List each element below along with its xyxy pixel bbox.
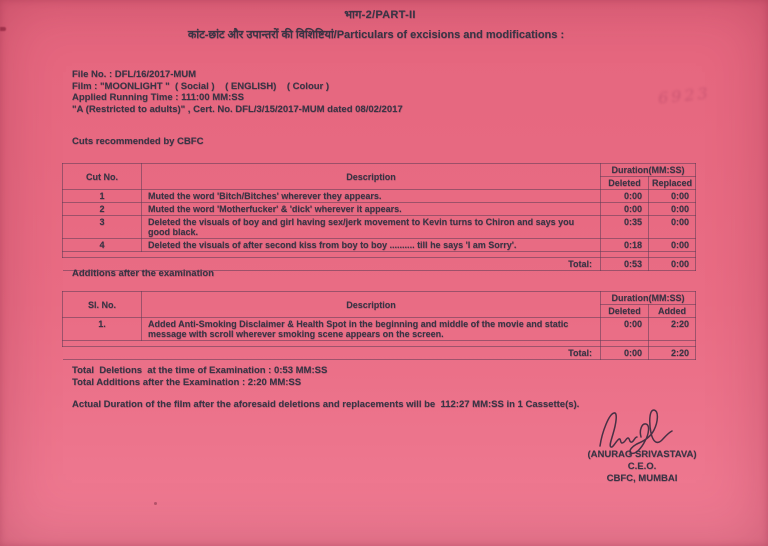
cut-no: 1	[63, 190, 142, 203]
cut-deleted-duration: 0:35	[601, 216, 649, 239]
cut-replaced-duration: 0:00	[649, 239, 696, 252]
cuts-total-replaced: 0:00	[649, 258, 696, 271]
cuts-col-duration: Duration(MM:SS)	[601, 164, 696, 177]
additions-total-label: Total:	[63, 347, 601, 360]
cuts-col-description: Description	[142, 164, 601, 190]
total-additions-line: Total Additions after the Examination : 2:20 MM:SS	[72, 377, 302, 388]
additions-total-added: 2:20	[649, 347, 696, 360]
cut-deleted-duration: 0:00	[601, 203, 649, 216]
film-details-block	[72, 69, 403, 115]
table-row	[63, 239, 696, 252]
file-number-line: File No. : DFL/16/2017-MUM	[72, 69, 197, 80]
cut-no: 3	[63, 216, 142, 239]
total-deletions-line: Total Deletions at the time of Examination : 0:53 MM:SS	[72, 365, 328, 376]
additions-table	[62, 291, 696, 360]
cut-no: 4	[63, 239, 142, 252]
cut-description: Deleted the visuals of after second kiss from boy to boy .......... till he says 'I am Sorry'.	[142, 239, 601, 252]
cuts-col-replaced: Replaced	[649, 177, 696, 190]
table-row	[63, 216, 696, 239]
cuts-total-deleted: 0:53	[601, 258, 649, 271]
additions-col-sl-no: Sl. No.	[63, 292, 142, 318]
running-time-line: Applied Running Time : 111:00 MM:SS	[72, 92, 244, 104]
cut-no: 2	[63, 203, 142, 216]
cut-description: Muted the word 'Motherfucker' & 'dick' wherever it appears.	[142, 203, 601, 216]
cut-replaced-duration: 0:00	[649, 190, 696, 203]
additions-total-deleted: 0:00	[601, 347, 649, 360]
page-title: भाग-2/PART-II	[344, 9, 416, 21]
signatory-organization: CBFC, MUMBAI	[606, 472, 678, 484]
additions-col-added: Added	[649, 305, 696, 318]
table-row	[63, 190, 696, 203]
cuts-col-deleted: Deleted	[601, 177, 649, 190]
cut-deleted-duration: 0:18	[601, 239, 649, 252]
cuts-total-label: Total:	[63, 258, 601, 271]
addition-no: 1.	[63, 318, 142, 341]
faint-handwritten-number: 6923	[657, 83, 712, 108]
cuts-section-heading: Cuts recommended by CBFC	[72, 136, 204, 147]
summary-block	[72, 365, 579, 411]
actual-duration-line: Actual Duration of the film after the aforesaid deletions and replacements will be 112:27 MM:SS in 1 Cassette(s).	[72, 399, 580, 410]
cut-description: Muted the word 'Bitch/Bitches' wherever they appears.	[142, 190, 601, 203]
additions-col-deleted: Deleted	[601, 305, 649, 318]
paper-edge-ink-mark	[0, 27, 6, 31]
film-title-line: Film : "MOONLIGHT " ( Social ) ( ENGLISH) ( Colour )	[72, 80, 330, 92]
cuts-table-header-row	[63, 164, 696, 177]
additions-total-row	[63, 347, 696, 360]
cut-deleted-duration: 0:00	[601, 190, 649, 203]
page-subtitle: कांट-छांट और उपान्तरों की विशिष्टियां/Particulars of excisions and modifications :	[187, 29, 565, 41]
signatory-name: (ANURAG SRIVASTAVA)	[587, 449, 697, 460]
cut-description: Deleted the visuals of boy and girl having sex/jerk movement to Kevin turns to Chiron and says you good black.	[142, 216, 601, 239]
addition-deleted-duration: 0:00	[601, 318, 649, 341]
table-row	[63, 203, 696, 216]
additions-col-description: Description	[142, 292, 601, 318]
addition-description: Added Anti-Smoking Disclaimer & Health Spot in the beginning and middle of the movie and static message with scroll wherever smoking scene appears on the screen.	[142, 318, 601, 341]
addition-added-duration: 2:20	[649, 318, 696, 341]
cuts-col-cut-no: Cut No.	[63, 164, 142, 190]
paper-speck	[154, 502, 157, 505]
cut-replaced-duration: 0:00	[649, 203, 696, 216]
additions-section-heading: Additions after the examination	[72, 268, 214, 279]
cut-replaced-duration: 0:00	[649, 216, 696, 239]
signatory-designation: C.E.O.	[627, 460, 657, 472]
certificate-line: "A (Restricted to adults)" , Cert. No. DFL/3/15/2017-MUM dated 08/02/2017	[72, 103, 403, 115]
additions-col-duration: Duration(MM:SS)	[601, 292, 696, 305]
table-row	[63, 318, 696, 341]
additions-table-header-row	[63, 292, 696, 305]
signatory-block	[576, 449, 708, 484]
cuts-table	[62, 163, 696, 271]
